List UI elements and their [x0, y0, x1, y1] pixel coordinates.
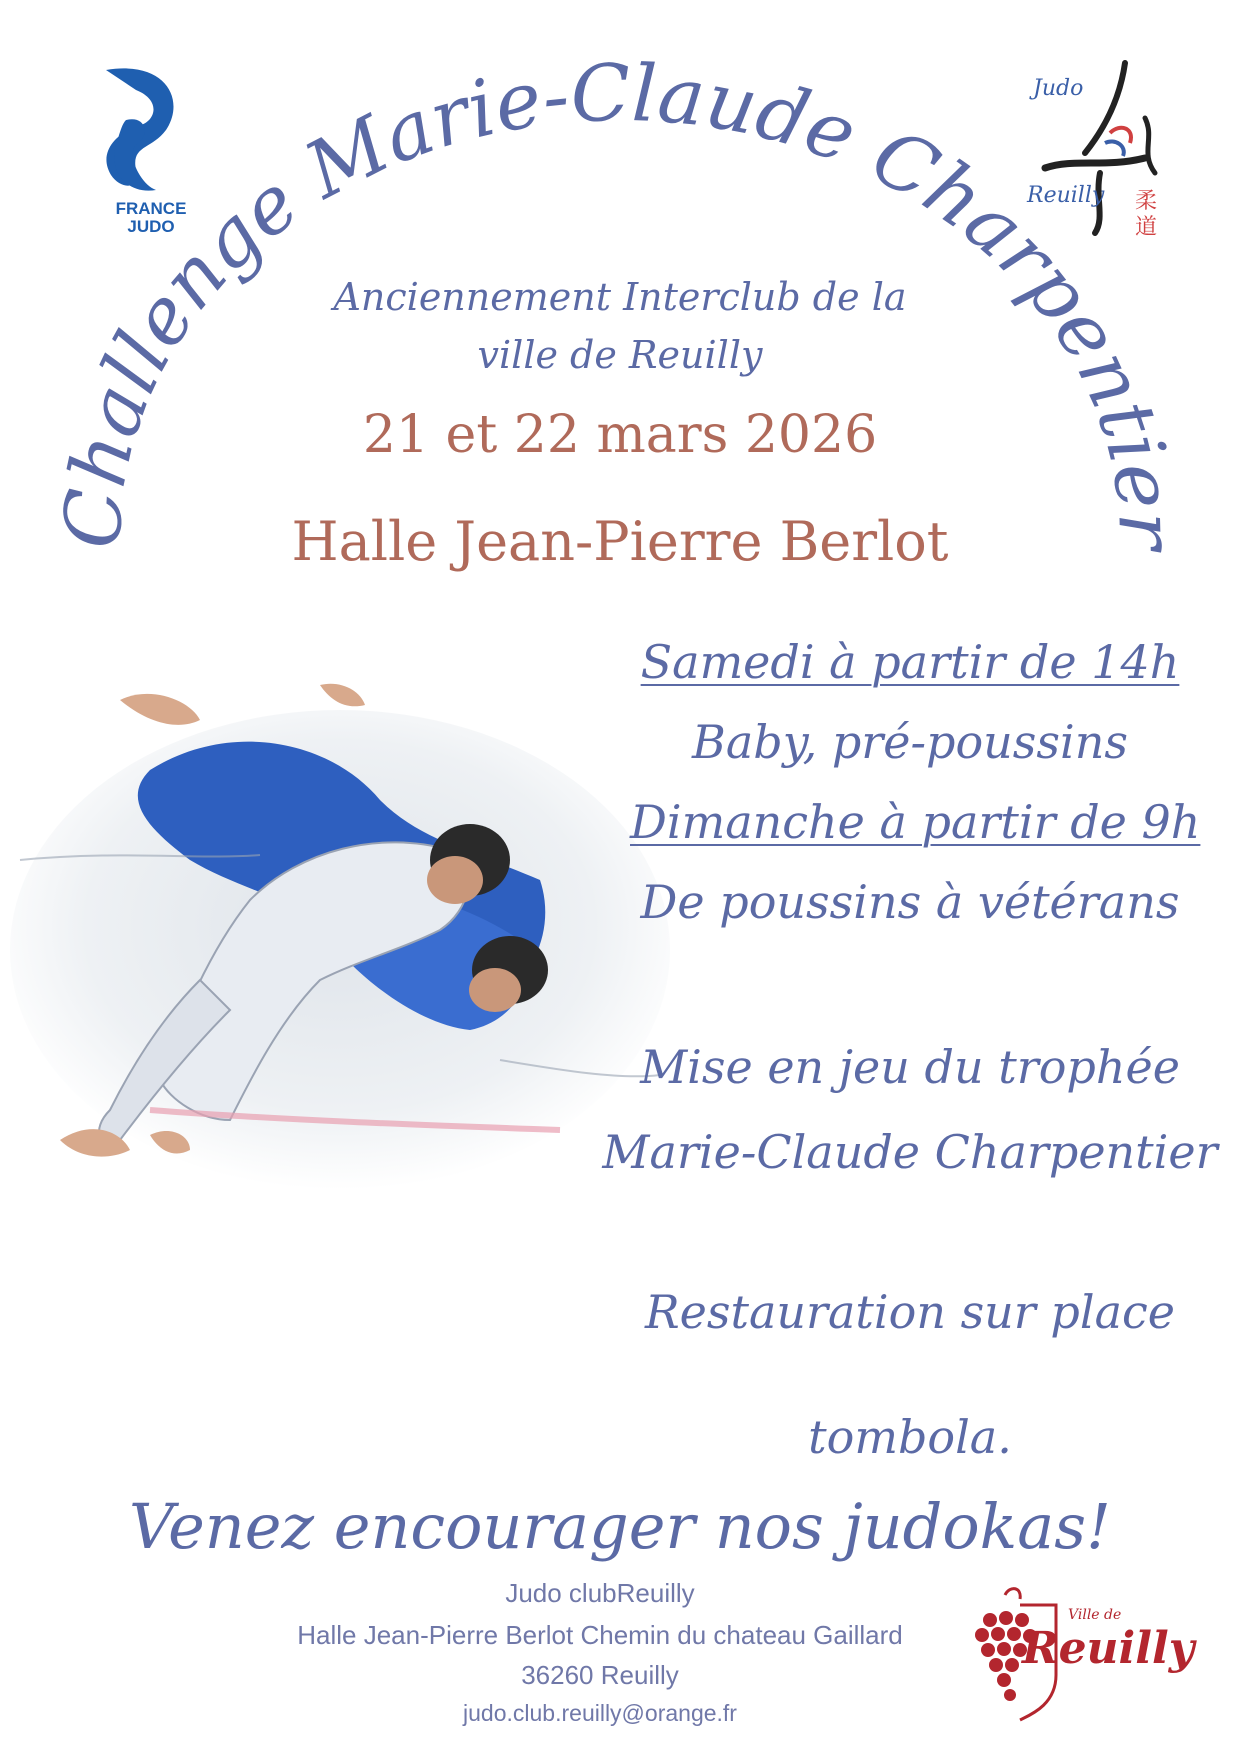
event-date: 21 et 22 mars 2026 [362, 405, 878, 465]
club-logo-top-text: Judo [1033, 76, 1084, 101]
ville-logo-small-text: Ville de [1068, 1607, 1122, 1623]
saturday-categories: Baby, pré-poussins [692, 715, 1128, 769]
sunday-heading-text: Dimanche à partir de 9h [630, 795, 1201, 849]
arched-title-text: Challenge Marie-Claude Charpentier [47, 48, 1192, 551]
footer-club-name: Judo clubReuilly [505, 1578, 695, 1608]
restauration-text: Restauration sur place [645, 1285, 1175, 1339]
sunday-heading [630, 795, 1201, 849]
subtitle-line-1: Anciennement Interclub de la [333, 275, 907, 319]
event-venue: Halle Jean-Pierre Berlot [291, 510, 949, 573]
tombola-text: tombola. [808, 1410, 1012, 1464]
ville-de-reuilly-logo [960, 1585, 1195, 1725]
trophy-line-2: Marie-Claude Charpentier [602, 1125, 1218, 1179]
judokas-illustration [0, 680, 690, 1220]
subtitle-line-2: ville de Reuilly [477, 333, 763, 377]
ffj-logo-line1: FRANCE [115, 199, 187, 218]
svg-text:道: 道 [1135, 215, 1158, 240]
trophy-line-1: Mise en jeu du trophée [640, 1040, 1180, 1094]
call-to-action: Venez encourager nos judokas! [129, 1490, 1111, 1563]
footer-city: 36260 Reuilly [521, 1660, 679, 1690]
footer-address: Halle Jean-Pierre Berlot Chemin du chateau Gaillard [297, 1620, 903, 1650]
ville-logo-name: Reuilly [1022, 1623, 1195, 1674]
saturday-heading [630, 635, 1190, 689]
svg-text:柔: 柔 [1135, 189, 1158, 214]
saturday-heading-text: Samedi à partir de 14h [640, 635, 1180, 689]
sunday-categories: De poussins à vétérans [640, 875, 1180, 929]
ffj-logo-line2: JUDO [127, 217, 175, 236]
footer-email-link[interactable]: judo.club.reuilly@orange.fr [463, 1700, 737, 1726]
club-logo-bottom-text: Reuilly [1027, 183, 1105, 208]
